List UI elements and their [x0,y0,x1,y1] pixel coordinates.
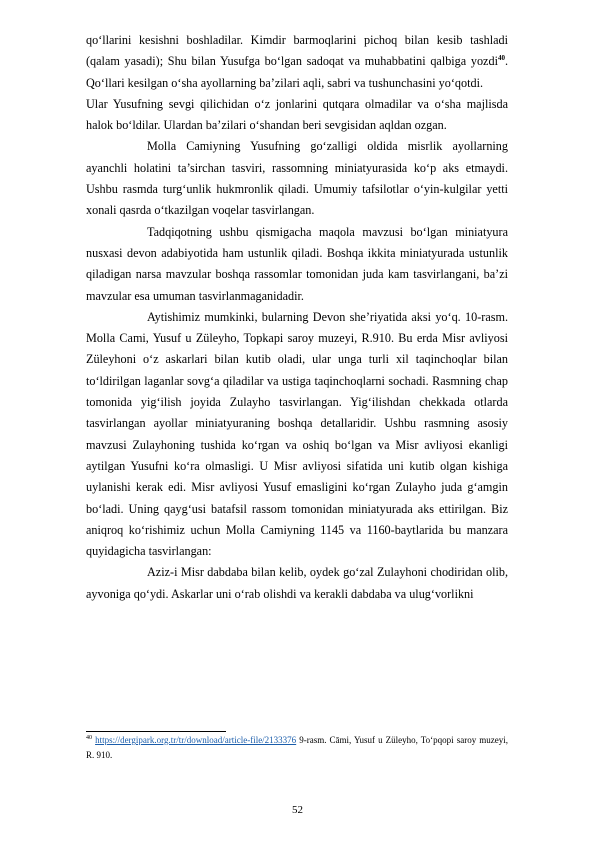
paragraph-text: qo‘llarini kesishni boshladilar. Kimdir barmoqlarini pichoq bilan kesib tashladi (qalam yasadi); Shu bilan Yusufga bo‘lgan sadoqat va muhabbatini qalbiga yozdi [86,33,508,69]
paragraph-text: Ular Yusufning sevgi qilichidan o‘z jonlarini qutqara olmadilar va o‘sha majlisda halok bo‘ldilar. Ulardan ba’zilari o‘shandan beri sevgisidan aqldan ozgan. [86,96,508,133]
paragraph [86,30,508,94]
paragraph-text: Tadqiqotning ushbu qismigacha maqola mavzusi bo‘lgan miniatyura nusxasi devon adabiyotida ham ustunlik qiladi. Boshqa ikkita miniatyurada ustunlik qiladigan narsa mavzular boshqa rassomlar tomonidan juda kam tasvirlangani, ba’zi mavzular esa umuman tasvirlanmaganidadir. [86,224,508,303]
paragraph-text: Aziz-i Misr dabdaba bilan kelib, oydek go‘zal Zulayhoni chodiridan olib, ayvoniga qo‘ydi. Askarlar uni o‘rab olishdi va kerakli dabdaba va ulug‘vorlikni [86,565,508,601]
paragraph-text: Aytishimiz mumkinki, bularning Devon she’riyatida aksi yo‘q. 10-rasm. Molla Cami, Yusuf u Züleyho, Topkapi saroy muzeyi, R.910. Bu erda Misr avliyosi Züleyhoni o‘z askarlari bilan kutib oladi, ular unga turli xil taqinchoqlar bilan to‘ldirilgan laganlar sovg‘a qiladilar va ustiga taqinchoqlarni sochadi. Rasmning chap tomonida yig‘ilish joyida Zulayho tasvirlangan. Yig‘ilishdan chekkada otlarda tasvirlangan ayollar miniatyuraning boshqa detallaridir. Ushbu rasmning asosiy mavzusi Zulayhoning tushida ko‘rgan va oshiq bo‘lgan va Misr avliyosi ekanligi aytilgan Yusufni ko‘ra olmasligi. U Misr avliyosi sifatida uni kutib olgan kishiga uylanishi kerak edi. Misr avliyosi Yusuf emasligini ko‘rgan Zulayho juda g‘amgin bo‘ladi. Uning qayg‘usi batafsil rassom tomonidan miniatyurada aks ettirilgan. Biz aniqroq ko‘rishimiz uchun Molla Camiyning 1145 va 1160-baytlarida bu manzara quyidagicha tasvirlangan: [86,309,508,559]
paragraph [86,94,508,137]
paragraph [86,562,508,605]
page-body [86,30,508,605]
footnote [86,733,508,762]
footnote-divider [86,731,226,732]
footnote-reference[interactable]: 40 [497,54,505,63]
paragraph-text: . Qo‘llari kesilgan o‘sha ayollarning ba’zilari aqli, sabri va tushunchasini yo‘qotdi. [86,54,508,90]
page-number: 52 [292,804,303,816]
footnote-text: 9-rasm. Cāmi, Yusuf u Züleyho, To‘pqopi saroy muzeyi, R. 910. [86,735,508,760]
footnote-marker: 40 [86,735,92,741]
footnote-link[interactable]: https://dergipark.org.tr/tr/download/article-file/2133376 [95,735,297,745]
paragraph [86,222,508,307]
paragraph [86,307,508,563]
paragraph [86,136,508,221]
paragraph-text: Molla Camiyning Yusufning go‘zalligi oldida misrlik ayollarning ayanchli holatini ta’sirchan tasviri, rassomning miniatyurasida ko‘p aks etmaydi. Ushbu rasmda turg‘unlik hukmronlik qiladi. Umumiy tafsilotlar o‘yin-kulgilar yetti xonali qasrda o‘tkazilgan voqelar tasvirlangan. [86,139,508,218]
